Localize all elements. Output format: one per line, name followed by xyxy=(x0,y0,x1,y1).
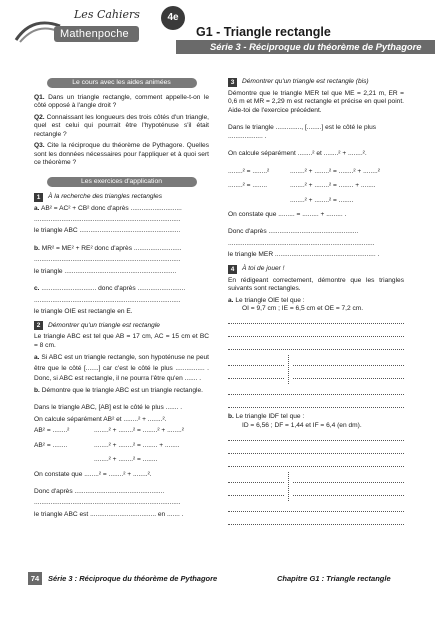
exercise-2-heading: 2 Démontrer qu'un triangle est rectangle xyxy=(34,321,209,330)
ex2-dots[interactable]: ................................................................................ xyxy=(34,499,181,507)
ex2-intro: Le triangle ABC est tel que AB = 17 cm, AC = 15 cm et BC = 8 cm. xyxy=(34,333,209,349)
ex4-b-answer-area[interactable] xyxy=(228,433,404,525)
exercise-4-heading: 4 À toi de jouer ! xyxy=(228,265,404,274)
question-2: Q2. Connaissant les longueurs des trois côtés d'un triangle, quel est celui qui pourrait être l'hypoténuse s'il était rectangle ? xyxy=(34,113,209,138)
chapter-title: G1 - Triangle rectangle xyxy=(196,25,331,39)
ex2-row-1: AB² = ........² ........² + ........² = ........² + ........² xyxy=(34,427,184,435)
ex1-b: b. MR² = ME² + RE² donc d'après .......................... xyxy=(34,244,182,252)
ex1-dots-1[interactable]: ................................................................................ xyxy=(34,215,181,223)
ex1-dots-2[interactable]: ................................................................................ xyxy=(34,256,181,264)
ex4-a: a. Le triangle OIE tel que : OI = 9,7 cm ; IE = 6,5 cm et OE = 7,2 cm. xyxy=(228,296,364,312)
ex3-row-3: ........² + ........² = ........ xyxy=(290,196,354,204)
ex3-hyp[interactable]: Dans le triangle .............., [........] est le côté le plus ................... . xyxy=(228,124,377,140)
page-number: 74 xyxy=(28,572,42,585)
series-title: Série 3 - Réciproque du théorème de Pythagore xyxy=(176,40,435,54)
ex3-row-1: ........² = ........² ........² + ........² = ........² + ........² xyxy=(228,167,380,175)
exercise-number: 1 xyxy=(34,193,43,202)
ex4-a-answer-area[interactable] xyxy=(228,316,404,408)
ex3-dots[interactable]: ................................................................................ xyxy=(228,239,375,247)
question-3: Q3. Cite la réciproque du théorème de Pythagore. Quelles sont les données nécessaires pour l'appliquer et à quoi sert ce théorème ? xyxy=(34,142,209,167)
ex1-c: c. .............................. donc d'après .......................... xyxy=(34,285,186,293)
ex1-b-end[interactable]: le triangle ............................................................. xyxy=(34,267,177,275)
ex4-intro: En rédigeant correctement, démontre que les triangles suivants sont rectangles. xyxy=(228,276,404,293)
ex1-c-end: le triangle OIE est rectangle en E. xyxy=(34,308,133,315)
ex3-row-2: ........² = ........ ........² + ........² = ........ + ........ xyxy=(228,182,376,190)
brand-main: Mathenpoche xyxy=(54,26,139,42)
ex3-constate[interactable]: On constate que ......... = ......... + ......... . xyxy=(228,210,347,218)
ex2-a: a. Si ABC est un triangle rectangle, son hypoténuse ne peut être que le côté [.......] car c'est le côté le plus ................ . Donc, si ABC est rectangle, il ne pourra l'être qu'en ....... . xyxy=(34,354,209,382)
mathenpoche-logo xyxy=(14,6,184,52)
ex2-calc: On calcule séparément AB² et ........² + ........². xyxy=(34,415,167,423)
exercise-number: 3 xyxy=(228,78,237,87)
ex2-b: b. Démontre que le triangle ABC est un triangle rectangle. xyxy=(34,386,203,394)
ex2-end[interactable]: le triangle ABC est .................................... en ....... . xyxy=(34,510,184,518)
ex2-row-3: ........² + ........² = ........ xyxy=(94,456,158,464)
exercise-number: 4 xyxy=(228,265,237,274)
footer xyxy=(0,572,435,586)
exercises-pill: Les exercices d'application xyxy=(47,177,197,187)
right-column xyxy=(228,78,404,530)
ex2-row-2: AB² = ........ ........² + ........² = ........ + ........ xyxy=(34,441,180,449)
ex3-end[interactable]: le triangle MER ....................................................... . xyxy=(228,251,380,259)
ex1-a-end[interactable]: le triangle ABC ....................................................... xyxy=(34,227,181,235)
ex3-dapres[interactable]: Donc d'après ................................................. xyxy=(228,228,359,236)
ex2-hyp: Dans le triangle ABC, [AB] est le côté le plus ....... . xyxy=(34,404,183,412)
ex4-b: b. Le triangle IDF tel que : ID = 6,56 ; DF = 1,44 et IF = 6,4 (en dm). xyxy=(228,413,362,429)
question-1: Q1. Dans un triangle rectangle, comment appelle-t-on le côté opposé à l'angle droit ? xyxy=(34,94,210,110)
grade-badge: 4e xyxy=(161,6,185,30)
exercise-1-heading: 1 À la recherche des triangles rectangles xyxy=(34,193,209,202)
left-column xyxy=(34,78,209,522)
ex1-dots-3[interactable]: ................................................................................ xyxy=(34,296,181,304)
footer-chapter: Chapitre G1 : Triangle rectangle xyxy=(277,574,391,583)
brand-top: Les Cahiers xyxy=(74,8,140,21)
exercise-number: 2 xyxy=(34,321,43,330)
ex1-a: a. AB² = AC² + CB² donc d'après ............................ xyxy=(34,204,182,212)
ex2-dapres[interactable]: Donc d'après ................................................. xyxy=(34,488,165,496)
exercise-3-heading: 3 Démontrer qu'un triangle est rectangle (bis) xyxy=(228,78,404,87)
ex2-constate[interactable]: On constate que ........² = ........² + ........². xyxy=(34,470,152,478)
footer-series: Série 3 : Réciproque du théorème de Pythagore xyxy=(48,574,218,583)
course-pill: Le cours avec les aides animées xyxy=(47,78,197,88)
ex3-calc[interactable]: On calcule séparément ........² et ........² + ........². xyxy=(228,150,367,158)
ex3-intro: Démontre que le triangle MER tel que ME = 2,21 m, ER = 0,6 m et MR = 2,29 m est rectangle et précise en quel point. Aide-toi de l'exercice précédent. xyxy=(228,90,404,114)
